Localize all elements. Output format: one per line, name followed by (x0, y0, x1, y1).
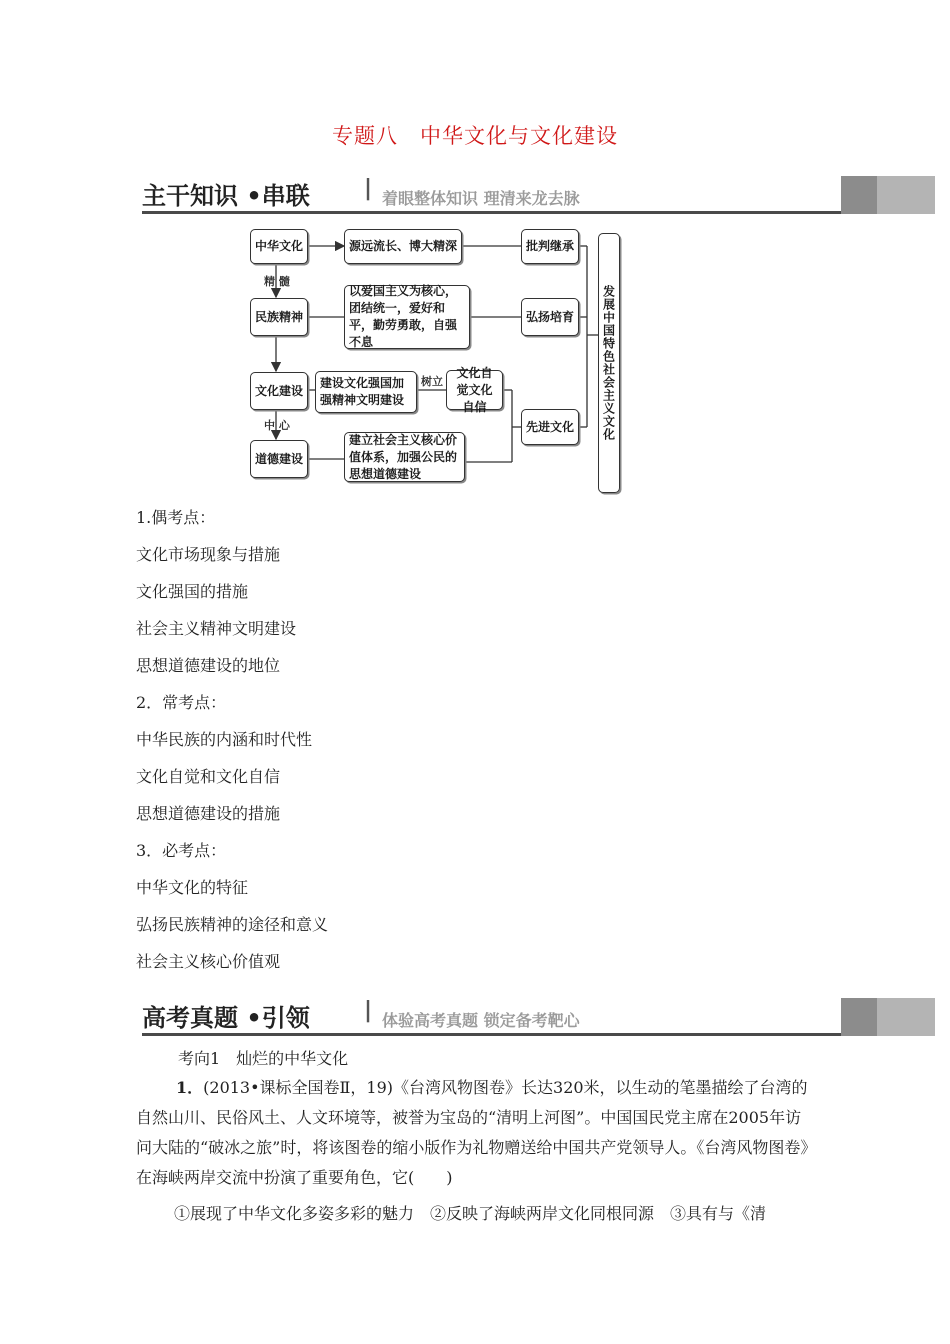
banner-dark-block (841, 998, 877, 1036)
list-item: 社会主义核心价值观 (136, 952, 281, 971)
list-item: 文化市场现象与措施 (136, 545, 281, 564)
list-item: 思想道德建设的措施 (136, 804, 281, 823)
banner-light-block (877, 176, 935, 214)
question-number: 1． (176, 1078, 204, 1097)
node-national-spirit: 民族精神 (250, 298, 308, 336)
node-promote-cultivate: 弘扬培育 (521, 298, 579, 336)
banner-divider: | (364, 176, 373, 201)
node-moral-construction: 道德建设 (250, 440, 308, 478)
label-establish: 树立 (421, 375, 443, 388)
concept-diagram (240, 225, 640, 500)
section-banner-exam (142, 998, 935, 1036)
node-advanced-culture: 先进文化 (521, 409, 579, 445)
page-title: 专题八 中华文化与文化建设 (332, 124, 618, 148)
node-patriotism-core: 以爱国主义为核心，团结统一，爱好和平，勤劳勇敢，自强不息 (344, 285, 470, 349)
banner-rule (142, 211, 842, 214)
question-stem (136, 1073, 816, 1193)
node-chinese-culture: 中华文化 (250, 229, 308, 264)
list-heading-required: 3．必考点： (136, 841, 227, 860)
banner-dark-block (841, 176, 877, 214)
node-cultural-construction: 文化建设 (250, 372, 308, 410)
node-long-history: 源远流长、博大精深 (344, 229, 462, 264)
section-banner-backbone (142, 176, 935, 214)
node-critical-inheritance: 批判继承 (521, 229, 579, 264)
list-item: 文化强国的措施 (136, 582, 249, 601)
list-item: 中华文化的特征 (136, 878, 249, 897)
list-heading-common: 2．常考点： (136, 693, 227, 712)
list-item: 思想道德建设的地位 (136, 656, 281, 675)
node-cultural-confidence: 文化自觉文化自信 (446, 370, 503, 410)
node-core-values: 建立社会主义核心价值体系，加强公民的思想道德建设 (344, 432, 465, 482)
banner-heading: 主干知识 •串联 (142, 182, 310, 210)
topic-direction: 考向1 灿烂的中华文化 (178, 1049, 349, 1068)
label-center: 中 心 (264, 419, 290, 432)
label-essence: 精 髓 (264, 275, 290, 288)
question-text: (2013•课标全国卷Ⅱ，19)《台湾风物图卷》长达320米，以生动的笔墨描绘了台湾的自然山川、民俗风土、人文环境等，被誉为宝岛的“清明上河图”。中国国民党主席在2005年访问大陆的“破冰之旅”时，将该图卷的缩小版作为礼物赠送给中国共产党领导人。《台湾风物图卷》在海峡两岸交流中扮演了重要角色，它( ) (136, 1078, 809, 1187)
banner-divider: | (364, 998, 373, 1023)
node-cultural-power: 建设文化强国加强精神文明建设 (315, 371, 417, 413)
node-develop-socialist-culture: 发展中国特色社会主义文化 (598, 233, 620, 493)
banner-rule (142, 1033, 842, 1036)
banner-subheading: 着眼整体知识 理清来龙去脉 (382, 189, 580, 208)
list-item: 中华民族的内涵和时代性 (136, 730, 313, 749)
list-heading-occasional: 1.偶考点： (136, 508, 216, 527)
banner-light-block (877, 998, 935, 1036)
banner-heading: 高考真题 •引领 (142, 1004, 310, 1032)
question-options: ①展现了中华文化多姿多彩的魅力 ②反映了海峡两岸文化同根同源 ③具有与《清 (174, 1204, 767, 1223)
list-item: 文化自觉和文化自信 (136, 767, 281, 786)
banner-subheading: 体验高考真题 锁定备考靶心 (382, 1011, 580, 1030)
list-item: 社会主义精神文明建设 (136, 619, 297, 638)
list-item: 弘扬民族精神的途径和意义 (136, 915, 329, 934)
